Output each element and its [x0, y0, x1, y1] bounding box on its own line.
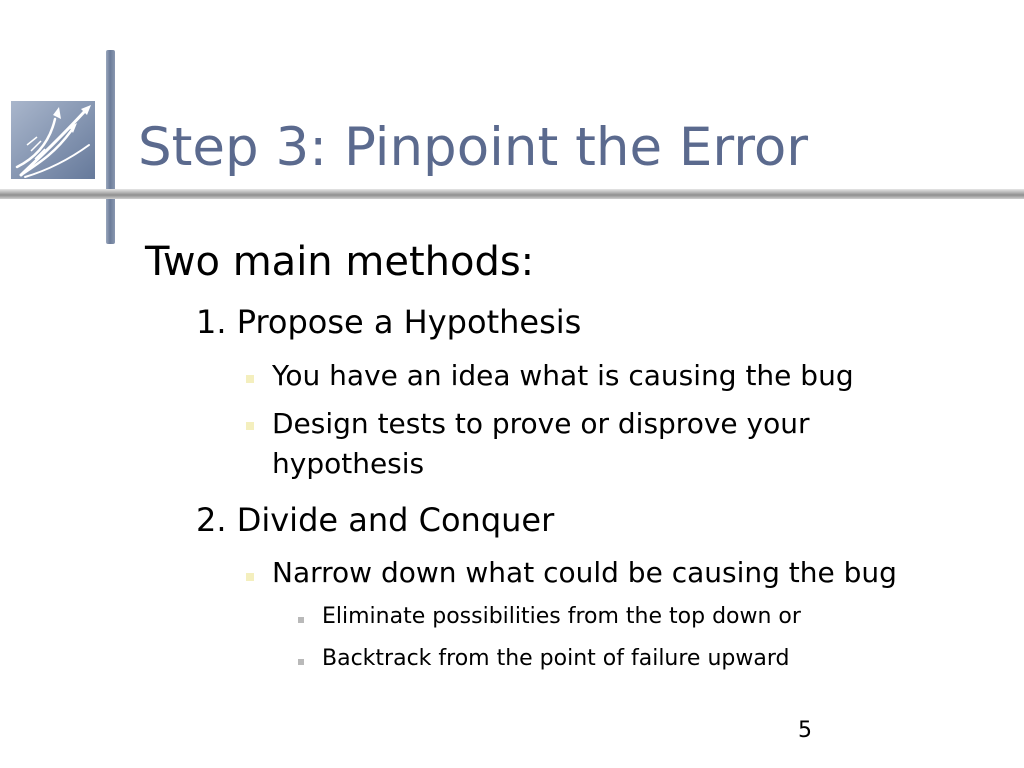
method-1-point-2-continued: hypothesis: [272, 447, 425, 480]
title-horizontal-rule: [0, 189, 1024, 199]
bullet-square-icon: [246, 573, 254, 581]
title-vertical-rule: [106, 50, 115, 244]
slide-title: Step 3: Pinpoint the Error: [138, 117, 809, 178]
intro-line: Two main methods:: [145, 239, 535, 285]
bullet-square-small-icon: [298, 659, 304, 665]
method-1-point-2: Design tests to prove or disprove your: [272, 407, 810, 440]
bullet-square-icon: [246, 422, 254, 430]
method-1-point-1: You have an idea what is causing the bug: [272, 359, 854, 392]
method-1-heading: 1. Propose a Hypothesis: [196, 303, 582, 341]
method-2-subpoint-1: Eliminate possibilities from the top down or: [322, 604, 801, 629]
bullet-square-icon: [246, 375, 254, 383]
quill-pens-icon: [11, 101, 95, 179]
method-2-heading: 2. Divide and Conquer: [196, 501, 555, 539]
page-number: 5: [798, 718, 812, 743]
bullet-square-small-icon: [298, 617, 304, 623]
method-2-subpoint-2: Backtrack from the point of failure upward: [322, 646, 790, 671]
method-2-point-1: Narrow down what could be causing the bug: [272, 556, 897, 589]
